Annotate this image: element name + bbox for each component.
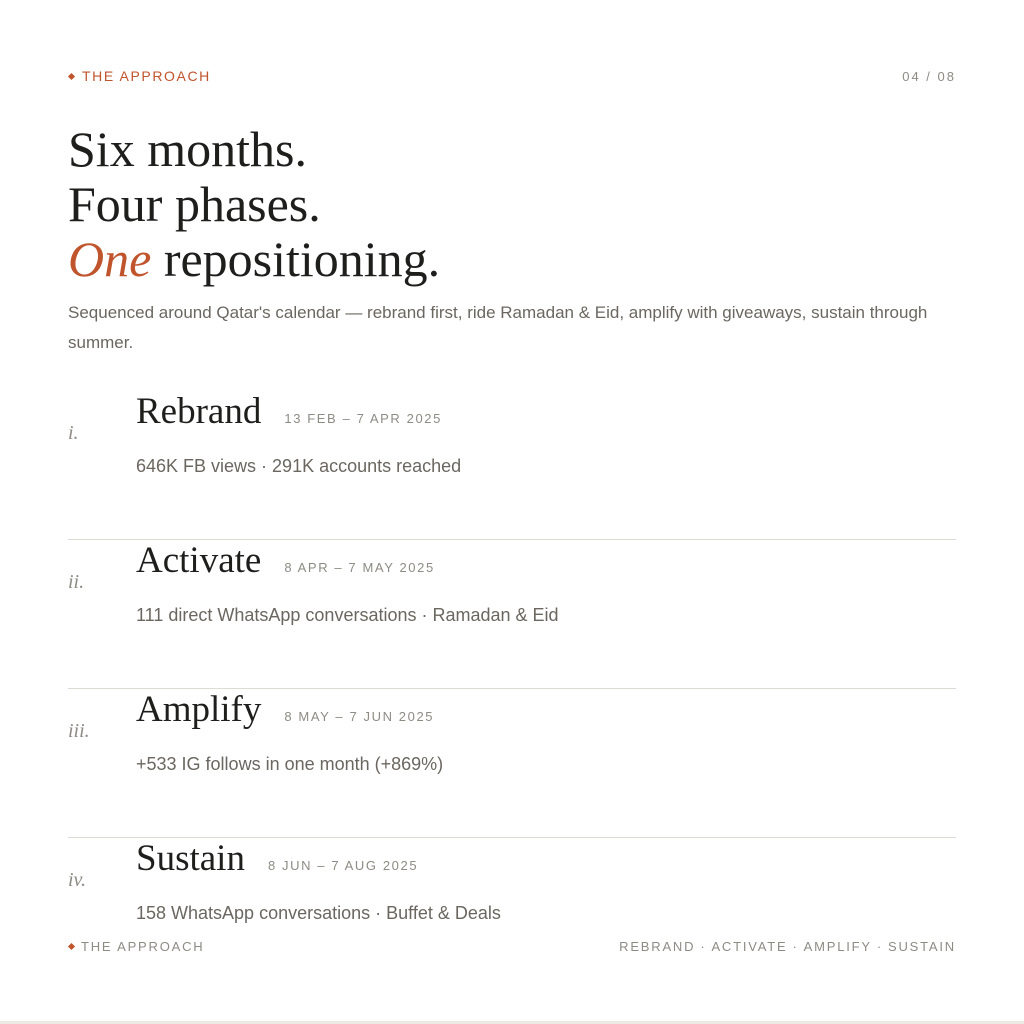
headline-line-3-rest: repositioning. [151,231,441,287]
footer [68,939,956,957]
phase-item-activate [68,539,956,689]
eyebrow-text: THE APPROACH [82,68,211,84]
phase-name: Sustain [136,838,245,879]
phase-numeral: iv. [68,869,86,891]
phase-dates: 8 APR – 7 MAY 2025 [284,560,435,575]
phase-stat: 646K FB views · 291K accounts reached [136,456,462,476]
phase-heading [136,539,435,583]
footer-phase-list [619,939,956,954]
phase-item-rebrand [68,390,956,540]
phase-stat: 158 WhatsApp conversations · Buffet & Deals [136,903,501,923]
footer-label [68,939,204,954]
phase-stat: +533 IG follows in one month (+869%) [136,754,444,774]
footer-label-text: THE APPROACH [81,939,205,954]
headline-line-1: Six months. [68,121,307,177]
phase-item-amplify [68,688,956,838]
slide [68,0,956,1022]
footer-phase-amplify: AMPLIFY [803,939,872,954]
phase-name: Activate [136,540,262,581]
footer-phase-rebrand: REBRAND [619,939,696,954]
page-title [68,122,440,287]
footer-separator: · [700,939,707,954]
diamond-bullet-icon [68,943,75,950]
headline-accent-word: One [68,231,152,287]
phase-heading [136,688,434,732]
page-indicator: 04 / 08 [902,69,956,84]
phase-heading [136,837,418,881]
phase-item-sustain [68,837,956,927]
phase-numeral: iii. [68,720,90,742]
phase-dates: 8 JUN – 7 AUG 2025 [267,858,419,873]
phase-numeral: ii. [68,571,85,593]
headline-line-3 [68,232,440,287]
page-subtitle: Sequenced around Qatar's calendar — rebrand first, ride Ramadan & Eid, amplify with giveaways, sustain through summer. [68,303,928,352]
footer-phase-activate: ACTIVATE [711,939,788,954]
footer-separator: · [876,939,884,954]
footer-separator: · [792,939,799,954]
phase-name: Amplify [136,689,262,730]
phase-name: Rebrand [136,391,262,432]
diamond-bullet-icon [68,72,75,79]
phase-dates: 8 MAY – 7 JUN 2025 [284,709,435,724]
headline-line-2: Four phases. [68,176,321,232]
phase-numeral: i. [68,422,79,444]
phase-dates: 13 FEB – 7 APR 2025 [284,411,442,426]
footer-phase-sustain: SUSTAIN [888,939,956,954]
phase-heading [136,390,442,434]
eyebrow-label [68,68,211,84]
top-bar [68,68,956,86]
phase-stat: 111 direct WhatsApp conversations · Ramadan & Eid [136,605,559,625]
